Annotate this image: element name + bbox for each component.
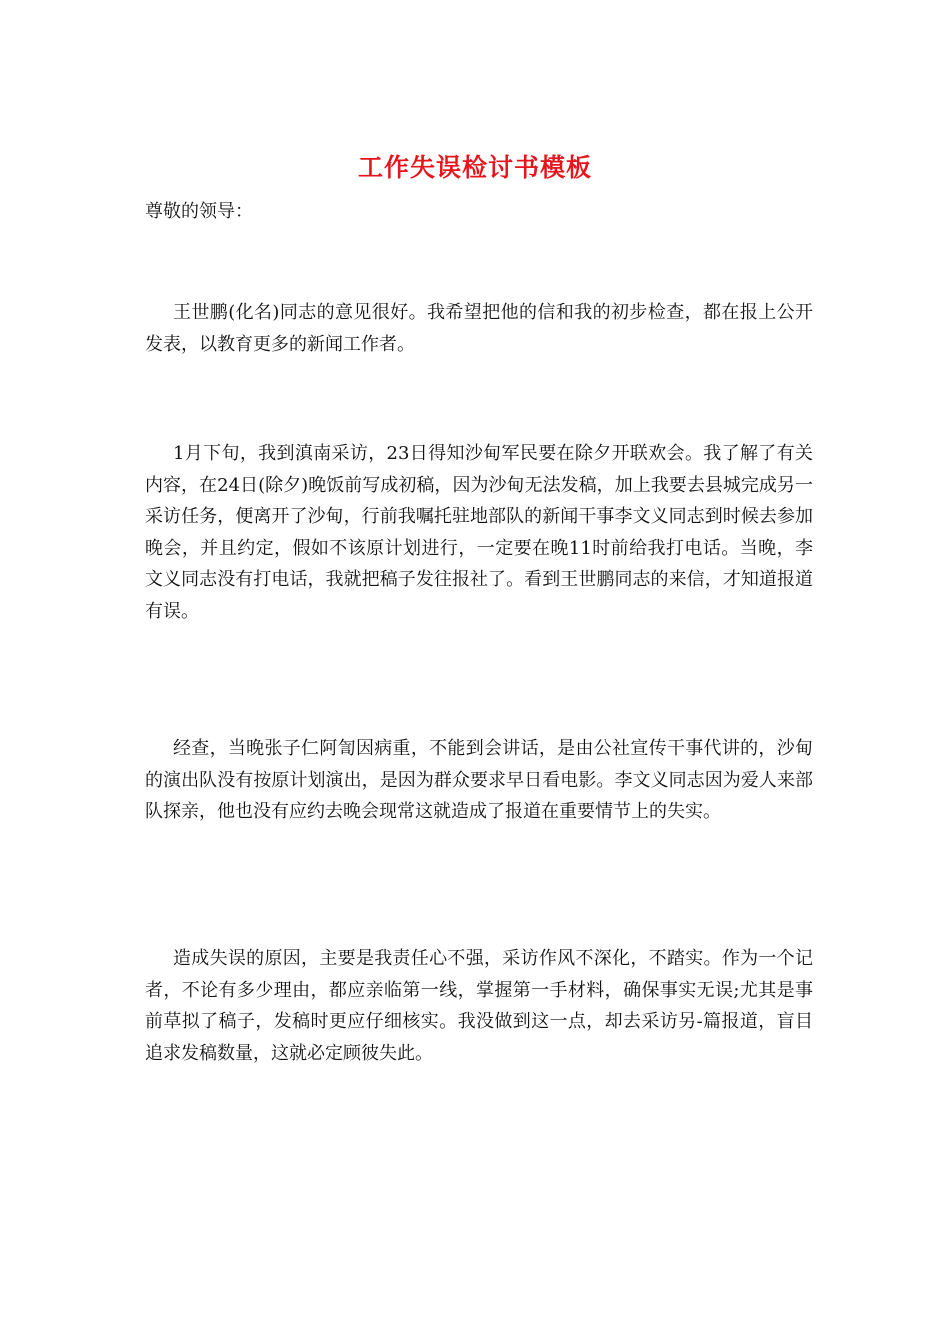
document-title: 工作失误检讨书模板 [357,153,592,182]
paragraph-3: 经查，当晚张子仁阿訇因病重，不能到会讲话，是由公社宣传干事代讲的，沙甸的演出队没有按原计划演出，是因为群众要求早日看电影。李文义同志因为爱人来部队探亲，他也没有应约去晚会现常这就造成了报道在重要情节上的失实。 [145,738,813,822]
paragraph-1: 王世鹏(化名)同志的意见很好。我希望把他的信和我的初步检查，都在报上公开发表，以教育更多的新闻工作者。 [145,302,813,355]
paragraph-2: 1月下旬，我到滇南采访，23日得知沙甸军民要在除夕开联欢会。我了解了有关内容，在24日(除夕)晚饭前写成初稿，因为沙甸无法发稿，加上我要去县城完成另一采访任务，便离开了沙甸，行前我嘱托驻地部队的新闻干事李文义同志到时候去参加晚会，并且约定，假如不该原计划进行，一定要在晚11时前给我打电话。当晚，李文义同志没有打电话，我就把稿子发往报社了。看到王世鹏同志的来信，才知道报道有误。 [145,443,813,622]
paragraph-4: 造成失误的原因，主要是我责任心不强，采访作风不深化，不踏实。作为一个记者，不论有多少理由，都应亲临第一线，掌握第一手材料，确保事实无误;尤其是事前草拟了稿子，发稿时更应仔细核实。我没做到这一点，却去采访另-篇报道，盲目追求发稿数量，这就必定顾彼失此。 [145,948,813,1064]
salutation: 尊敬的领导： [145,201,253,222]
